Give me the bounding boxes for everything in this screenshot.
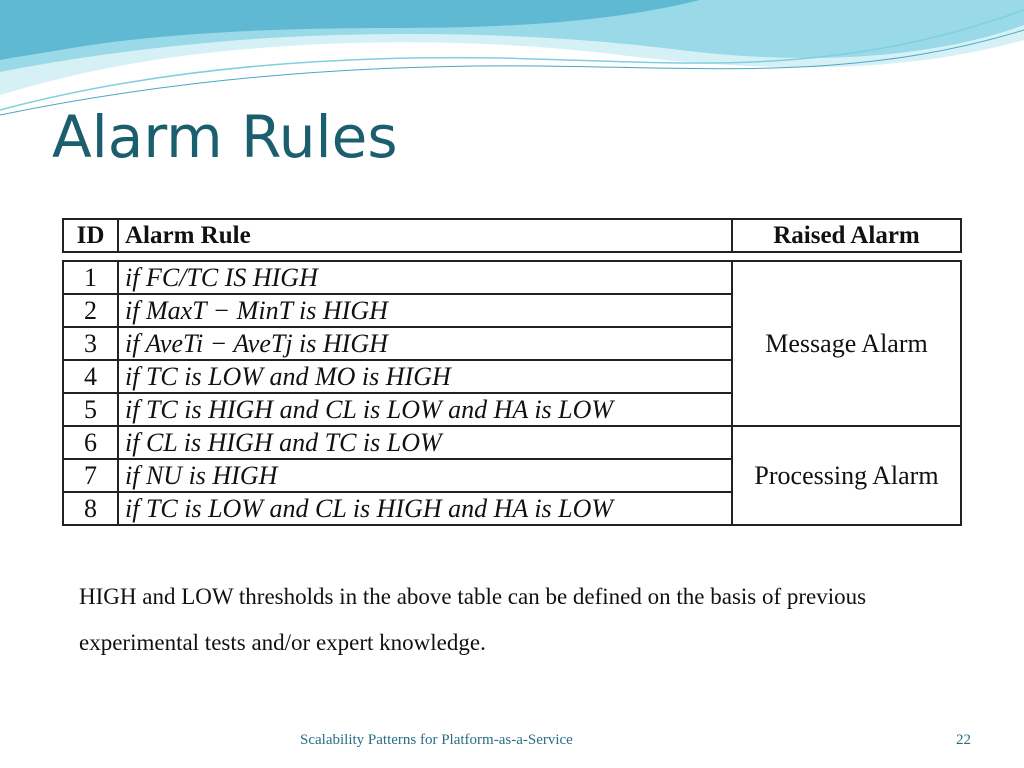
footer-text: Scalability Patterns for Platform-as-a-Service xyxy=(300,732,573,748)
raised-alarm-processing: Processing Alarm xyxy=(732,426,961,525)
slide-title: Alarm Rules xyxy=(52,103,398,171)
row-id: 7 xyxy=(63,459,118,492)
row-rule: if TC is LOW and MO is HIGH xyxy=(118,360,732,393)
table-caption: HIGH and LOW thresholds in the above table can be defined on the basis of previous experimental tests and/or expert knowledge. xyxy=(79,584,867,655)
row-rule: if MaxT − MinT is HIGH xyxy=(118,294,732,327)
row-id: 8 xyxy=(63,492,118,525)
row-rule: if CL is HIGH and TC is LOW xyxy=(118,426,732,459)
raised-alarm-message: Message Alarm xyxy=(732,261,961,426)
row-id: 5 xyxy=(63,393,118,426)
table-header xyxy=(62,218,962,253)
header-alarm-rule: Alarm Rule xyxy=(118,219,732,252)
row-id: 4 xyxy=(63,360,118,393)
row-rule: if AveTi − AveTj is HIGH xyxy=(118,327,732,360)
table-row xyxy=(63,426,961,459)
row-rule: if NU is HIGH xyxy=(118,459,732,492)
header-raised-alarm: Raised Alarm xyxy=(732,219,961,252)
row-id: 1 xyxy=(63,261,118,294)
page-number: 22 xyxy=(956,732,971,748)
row-rule: if TC is HIGH and CL is LOW and HA is LOW xyxy=(118,393,732,426)
row-rule: if FC/TC IS HIGH xyxy=(118,261,732,294)
table-body xyxy=(62,260,962,526)
row-rule: if TC is LOW and CL is HIGH and HA is LOW xyxy=(118,492,732,525)
row-id: 2 xyxy=(63,294,118,327)
row-id: 6 xyxy=(63,426,118,459)
table-row xyxy=(63,261,961,294)
row-id: 3 xyxy=(63,327,118,360)
header-id: ID xyxy=(63,219,118,252)
